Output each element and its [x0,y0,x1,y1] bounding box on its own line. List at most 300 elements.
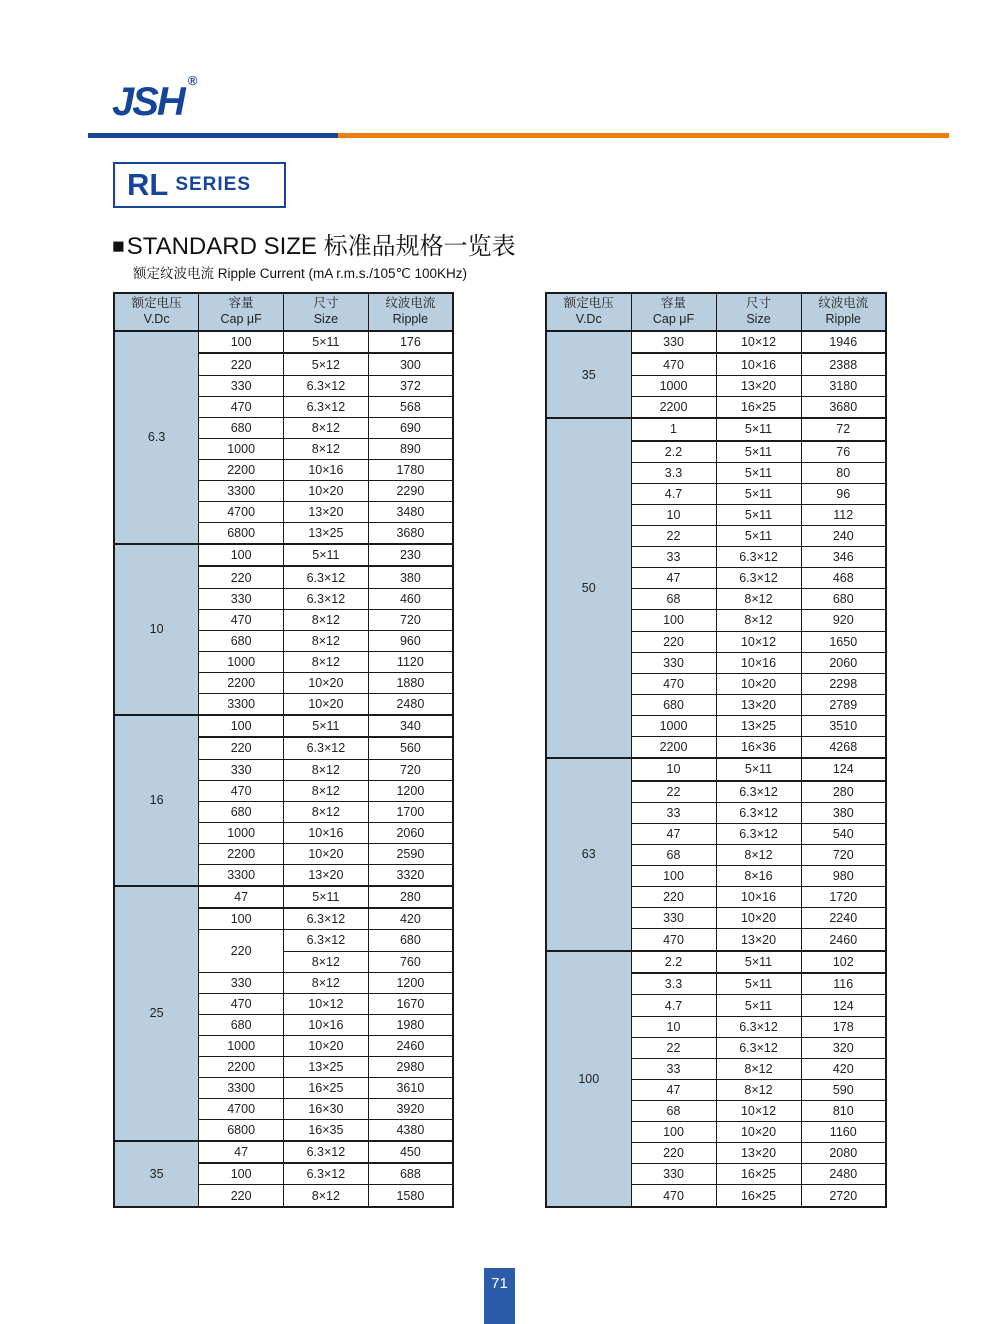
size-cell: 5×11 [284,886,369,908]
size-cell: 5×11 [716,462,801,483]
column-header [801,293,886,331]
size-cell: 13×20 [716,929,801,951]
size-cell: 8×12 [284,780,369,801]
column-header [631,293,716,331]
size-cell: 5×12 [284,353,369,375]
column-header [284,293,369,331]
ripple-cell: 1720 [801,887,886,908]
ripple-cell: 2460 [368,1035,453,1056]
cap-cell: 330 [199,759,284,780]
voltage-cell: 10 [114,544,199,715]
cap-cell: 2200 [199,459,284,480]
ripple-cell: 380 [368,566,453,588]
cap-cell: 1 [631,418,716,440]
size-cell: 8×12 [284,609,369,630]
cap-cell: 330 [631,1164,716,1185]
size-cell: 10×20 [716,673,801,694]
size-cell: 5×11 [284,715,369,737]
ripple-cell: 2388 [801,353,886,375]
ripple-cell: 72 [801,418,886,440]
cap-cell: 330 [631,908,716,929]
ripple-current-note: 额定纹波电流 Ripple Current (mA r.m.s./105℃ 100KHz) [133,266,467,281]
cap-cell: 680 [631,694,716,715]
ripple-cell: 810 [801,1100,886,1121]
size-cell: 8×12 [284,1185,369,1207]
cap-cell: 100 [199,544,284,566]
size-cell: 10×16 [716,887,801,908]
ripple-cell: 380 [801,802,886,823]
ripple-cell: 320 [801,1037,886,1058]
cap-cell: 4700 [199,501,284,522]
ripple-cell: 4268 [801,736,886,758]
table-row [114,544,453,566]
cap-cell: 68 [631,845,716,866]
ripple-cell: 720 [368,759,453,780]
size-cell: 16×25 [716,1185,801,1207]
size-cell: 10×16 [284,459,369,480]
table-row [546,758,886,780]
cap-cell: 22 [631,781,716,803]
cap-cell: 470 [199,993,284,1014]
ripple-cell: 468 [801,568,886,589]
table-row [546,331,886,353]
cap-cell: 1000 [199,1035,284,1056]
ripple-cell: 3320 [368,864,453,886]
cap-cell: 680 [199,801,284,822]
size-cell: 13×20 [284,864,369,886]
cap-cell: 1000 [631,375,716,396]
header-divider [88,133,949,138]
registered-mark-icon: ® [187,72,198,88]
cap-cell: 10 [631,758,716,780]
cap-cell: 3300 [199,480,284,501]
cap-cell: 470 [631,353,716,375]
ripple-cell: 1880 [368,672,453,693]
size-cell: 8×12 [284,972,369,993]
cap-cell: 220 [199,566,284,588]
cap-cell: 2.2 [631,951,716,973]
size-cell: 6.3×12 [716,781,801,803]
page-number-badge [484,1268,515,1324]
ripple-cell: 420 [801,1058,886,1079]
ripple-cell: 1780 [368,459,453,480]
ripple-cell: 3180 [801,375,886,396]
voltage-cell: 63 [546,758,631,951]
size-cell: 6.3×12 [716,1016,801,1037]
size-cell: 6.3×12 [284,930,369,951]
size-cell: 6.3×12 [716,547,801,568]
column-header-zh: 额定电压 [131,296,182,311]
ripple-cell: 116 [801,973,886,995]
size-cell: 6.3×12 [284,396,369,417]
cap-cell: 4700 [199,1098,284,1119]
cap-cell: 470 [199,780,284,801]
table-row [114,1141,453,1163]
size-cell: 13×25 [716,715,801,736]
cap-cell: 330 [199,972,284,993]
ripple-cell: 80 [801,462,886,483]
cap-cell: 100 [631,866,716,887]
column-header-zh: 容量 [660,296,686,311]
size-cell: 5×11 [716,995,801,1016]
ripple-cell: 124 [801,758,886,780]
cap-cell: 100 [199,1163,284,1185]
cap-cell: 2200 [199,1056,284,1077]
ripple-cell: 102 [801,951,886,973]
ripple-cell: 2720 [801,1185,886,1207]
divider-orange-segment [338,133,949,138]
cap-cell: 100 [199,331,284,353]
column-header-zh: 尺寸 [313,296,339,311]
cap-cell: 220 [199,930,284,972]
header-row [114,293,453,331]
cap-cell: 68 [631,589,716,610]
size-cell: 8×16 [716,866,801,887]
ripple-cell: 178 [801,1016,886,1037]
ripple-cell: 1200 [368,972,453,993]
ripple-cell: 3920 [368,1098,453,1119]
ripple-cell: 980 [801,866,886,887]
size-cell: 10×20 [284,1035,369,1056]
size-cell: 6.3×12 [284,908,369,930]
column-header-zh: 额定电压 [563,296,614,311]
ripple-cell: 1700 [368,801,453,822]
size-cell: 5×11 [284,544,369,566]
size-cell: 5×11 [716,758,801,780]
cap-cell: 1000 [199,822,284,843]
ripple-cell: 960 [368,630,453,651]
cap-cell: 680 [199,630,284,651]
size-cell: 6.3×12 [284,375,369,396]
cap-cell: 100 [199,715,284,737]
size-cell: 5×11 [716,526,801,547]
ripple-cell: 96 [801,483,886,504]
cap-cell: 68 [631,1100,716,1121]
size-cell: 8×12 [284,651,369,672]
square-bullet-icon: ■ [112,235,125,258]
cap-cell: 4.7 [631,995,716,1016]
section-heading [112,226,516,261]
ripple-cell: 112 [801,505,886,526]
cap-cell: 330 [199,588,284,609]
ripple-cell: 680 [801,589,886,610]
size-cell: 16×30 [284,1098,369,1119]
ripple-cell: 2480 [368,693,453,715]
size-cell: 6.3×12 [716,568,801,589]
size-cell: 10×12 [284,993,369,1014]
size-cell: 8×12 [716,1058,801,1079]
voltage-cell: 25 [114,886,199,1141]
size-cell: 13×20 [284,501,369,522]
table-row [114,715,453,737]
ripple-cell: 2480 [801,1164,886,1185]
size-cell: 10×20 [284,693,369,715]
cap-cell: 6800 [199,522,284,544]
ripple-cell: 1670 [368,993,453,1014]
series-name: RL [127,167,169,202]
size-cell: 8×12 [284,417,369,438]
size-cell: 8×12 [716,589,801,610]
ripple-cell: 2590 [368,843,453,864]
cap-cell: 3300 [199,693,284,715]
ripple-cell: 240 [801,526,886,547]
ripple-cell: 372 [368,375,453,396]
series-suffix: SERIES [175,174,252,195]
ripple-cell: 1946 [801,331,886,353]
section-heading-en: STANDARD SIZE [126,233,317,260]
size-cell: 10×20 [284,480,369,501]
size-cell: 8×12 [284,951,369,972]
ripple-cell: 560 [368,737,453,759]
ripple-cell: 176 [368,331,453,353]
size-cell: 8×12 [284,759,369,780]
ripple-cell: 1580 [368,1185,453,1207]
cap-cell: 2200 [199,843,284,864]
size-cell: 10×20 [284,672,369,693]
size-cell: 13×25 [284,522,369,544]
cap-cell: 10 [631,1016,716,1037]
size-cell: 6.3×12 [284,1163,369,1185]
column-header-en: Size [313,312,339,326]
size-cell: 16×25 [716,1164,801,1185]
cap-cell: 47 [199,886,284,908]
size-cell: 16×25 [284,1077,369,1098]
column-header [199,293,284,331]
cap-cell: 33 [631,802,716,823]
divider-blue-segment [88,133,338,138]
cap-cell: 33 [631,547,716,568]
size-cell: 10×16 [284,1014,369,1035]
size-cell: 6.3×12 [284,1141,369,1163]
ripple-cell: 460 [368,588,453,609]
page-number: 71 [491,1275,508,1292]
cap-cell: 2200 [631,396,716,418]
ripple-cell: 300 [368,353,453,375]
voltage-cell: 16 [114,715,199,886]
ripple-cell: 76 [801,441,886,463]
column-header-en: Ripple [825,312,861,326]
size-cell: 5×11 [716,418,801,440]
ripple-cell: 2298 [801,673,886,694]
ripple-cell: 920 [801,610,886,631]
size-cell: 10×20 [716,1121,801,1142]
cap-cell: 220 [631,1143,716,1164]
ripple-cell: 890 [368,438,453,459]
size-cell: 16×35 [284,1119,369,1141]
cap-cell: 330 [199,375,284,396]
size-cell: 6.3×12 [284,588,369,609]
column-header-zh: 尺寸 [745,296,771,311]
cap-cell: 220 [199,353,284,375]
ripple-cell: 680 [368,930,453,951]
size-cell: 8×12 [716,1079,801,1100]
ripple-cell: 2980 [368,1056,453,1077]
cap-cell: 1000 [199,651,284,672]
size-cell: 8×12 [284,630,369,651]
column-header-en: V.Dc [575,312,602,326]
ripple-cell: 3680 [801,396,886,418]
ripple-cell: 280 [368,886,453,908]
size-cell: 5×11 [716,973,801,995]
cap-cell: 470 [631,929,716,951]
cap-cell: 470 [199,396,284,417]
voltage-cell: 50 [546,418,631,758]
voltage-cell: 100 [546,951,631,1207]
size-cell: 5×11 [716,951,801,973]
cap-cell: 220 [631,631,716,652]
ripple-cell: 690 [368,417,453,438]
size-cell: 5×11 [284,331,369,353]
voltage-cell: 35 [546,331,631,418]
ripple-cell: 2460 [801,929,886,951]
ripple-cell: 1650 [801,631,886,652]
cap-cell: 1000 [631,715,716,736]
cap-cell: 220 [631,887,716,908]
voltage-cell: 35 [114,1141,199,1207]
size-cell: 6.3×12 [284,566,369,588]
size-cell: 6.3×12 [284,737,369,759]
column-header [716,293,801,331]
ripple-cell: 760 [368,951,453,972]
ripple-cell: 346 [801,547,886,568]
size-cell: 10×16 [716,353,801,375]
ripple-cell: 2080 [801,1143,886,1164]
table-row [546,418,886,440]
size-cell: 8×12 [716,610,801,631]
size-cell: 10×16 [284,822,369,843]
cap-cell: 1000 [199,438,284,459]
cap-cell: 47 [631,1079,716,1100]
series-title-box [113,162,286,208]
cap-cell: 680 [199,417,284,438]
cap-cell: 47 [631,824,716,845]
table-row [114,331,453,353]
cap-cell: 2.2 [631,441,716,463]
cap-cell: 2200 [199,672,284,693]
ripple-cell: 1160 [801,1121,886,1142]
size-cell: 16×36 [716,736,801,758]
size-cell: 13×20 [716,694,801,715]
cap-cell: 100 [199,908,284,930]
cap-cell: 220 [199,737,284,759]
ripple-cell: 3680 [368,522,453,544]
size-cell: 13×20 [716,375,801,396]
ripple-cell: 280 [801,781,886,803]
cap-cell: 33 [631,1058,716,1079]
spec-table-right [545,292,887,1208]
size-cell: 13×25 [284,1056,369,1077]
ripple-cell: 124 [801,995,886,1016]
cap-cell: 10 [631,505,716,526]
cap-cell: 680 [199,1014,284,1035]
size-cell: 5×11 [716,441,801,463]
ripple-cell: 2290 [368,480,453,501]
cap-cell: 3.3 [631,973,716,995]
size-cell: 6.3×12 [716,1037,801,1058]
size-cell: 16×25 [716,396,801,418]
cap-cell: 330 [631,652,716,673]
cap-cell: 100 [631,1121,716,1142]
column-header-en: Cap μF [220,312,262,326]
ripple-cell: 420 [368,908,453,930]
cap-cell: 470 [631,673,716,694]
cap-cell: 3300 [199,864,284,886]
ripple-cell: 2060 [801,652,886,673]
ripple-cell: 450 [368,1141,453,1163]
ripple-cell: 720 [368,609,453,630]
ripple-cell: 4380 [368,1119,453,1141]
size-cell: 13×20 [716,1143,801,1164]
cap-cell: 2200 [631,736,716,758]
spec-table-left [113,292,454,1208]
ripple-cell: 568 [368,396,453,417]
header-row [546,293,886,331]
size-cell: 10×12 [716,1100,801,1121]
ripple-cell: 540 [801,824,886,845]
column-header-zh: 纹波电流 [385,296,436,311]
size-cell: 10×20 [284,843,369,864]
cap-cell: 22 [631,526,716,547]
jsh-logo [112,72,198,125]
cap-cell: 4.7 [631,483,716,504]
cap-cell: 330 [631,331,716,353]
column-header [114,293,199,331]
column-header [546,293,631,331]
cap-cell: 47 [631,568,716,589]
cap-cell: 470 [631,1185,716,1207]
column-header-en: Cap μF [652,312,695,326]
ripple-cell: 688 [368,1163,453,1185]
column-header-en: Size [746,312,771,326]
size-cell: 10×20 [716,908,801,929]
ripple-cell: 3610 [368,1077,453,1098]
ripple-cell: 230 [368,544,453,566]
table-row [114,886,453,908]
ripple-cell: 1980 [368,1014,453,1035]
size-cell: 5×11 [716,505,801,526]
cap-cell: 100 [631,610,716,631]
section-heading-zh: 标准品规格一览表 [323,233,516,260]
cap-cell: 3.3 [631,462,716,483]
table-row [546,951,886,973]
ripple-cell: 2240 [801,908,886,929]
cap-cell: 6800 [199,1119,284,1141]
cap-cell: 22 [631,1037,716,1058]
logo-text: JSH [112,80,184,124]
column-header-en: V.Dc [143,312,170,326]
size-cell: 6.3×12 [716,824,801,845]
ripple-cell: 590 [801,1079,886,1100]
column-header-en: Ripple [392,312,429,326]
ripple-cell: 3510 [801,715,886,736]
size-cell: 5×11 [716,483,801,504]
ripple-cell: 2060 [368,822,453,843]
size-cell: 8×12 [716,845,801,866]
column-header [368,293,453,331]
column-header-zh: 容量 [228,296,254,311]
ripple-cell: 720 [801,845,886,866]
cap-cell: 470 [199,609,284,630]
ripple-cell: 340 [368,715,453,737]
column-header-zh: 纹波电流 [818,296,869,311]
size-cell: 8×12 [284,801,369,822]
cap-cell: 220 [199,1185,284,1207]
ripple-cell: 1120 [368,651,453,672]
size-cell: 10×12 [716,331,801,353]
size-cell: 6.3×12 [716,802,801,823]
size-cell: 10×12 [716,631,801,652]
cap-cell: 47 [199,1141,284,1163]
